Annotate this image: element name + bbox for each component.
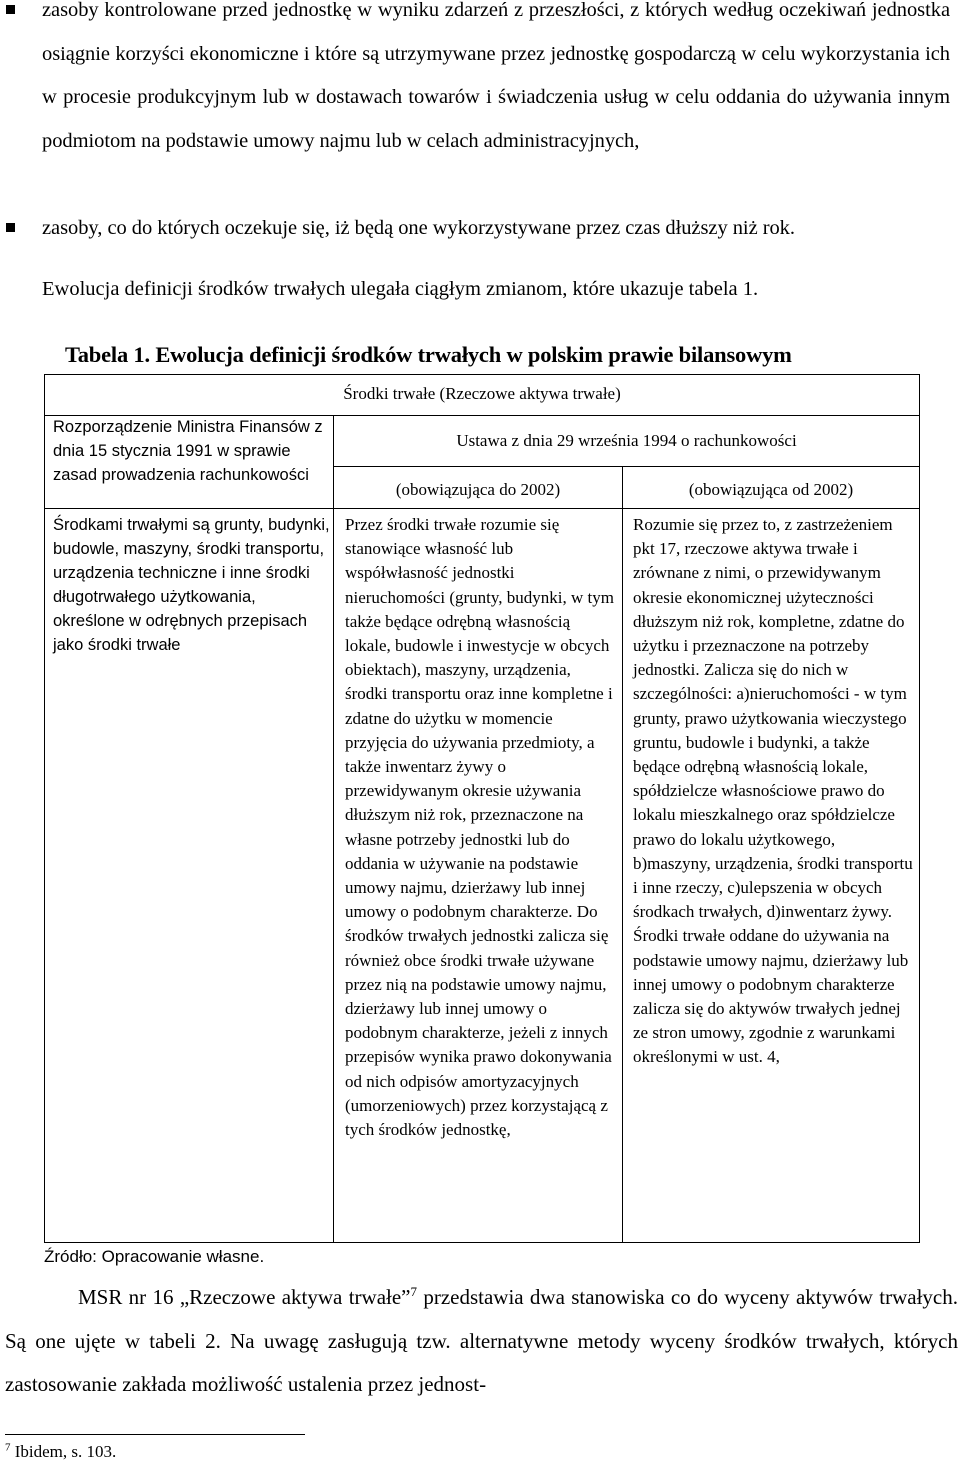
footnote-reference[interactable]: 7 [410, 1284, 417, 1299]
footnote [5, 1440, 116, 1464]
table-rule [333, 415, 334, 1243]
col1-header: Rozporządzenie Ministra Finansów z dnia 15 stycznia 1991 w sprawie zasad prowadzenia rachunkowości [53, 418, 323, 484]
table-border [919, 374, 920, 1243]
table-caption: Tabela 1. Ewolucja definicji środków trwałych w polskim prawie bilansowym [65, 342, 792, 367]
table-rule [622, 466, 623, 1243]
table-rule [44, 508, 920, 509]
body-paragraph [5, 1276, 958, 1407]
col1-body: Środkami trwałymi są grunty, budynki, budowle, maszyny, środki transportu, urządzenia techniczne i inne środki długotrwałego użytkowania, określone w odrębnych przepisach jako środki trwałe [53, 516, 330, 654]
table-border [44, 374, 45, 1243]
col2-header: (obowiązująca do 2002) [395, 480, 561, 499]
intro-paragraph: Ewolucja definicji środków trwałych ulegała ciągłym zmianom, które ukazuje tabela 1. [42, 278, 759, 300]
bullet-item [42, 0, 950, 163]
body-text-part1: MSR nr 16 „Rzeczowe aktywa trwałe” [78, 1285, 411, 1309]
table-rule [333, 466, 920, 467]
col3-body: Rozumie się przez to, z zastrzeżeniem pkt 17, rzeczowe aktywa trwałe i zrównane z nimi, o przewidywanym okresie ekonomicznej użyteczności dłuższym niż rok, kompletne, zdatne do użytku i przeznaczone na potrzeby jednostki. Zalicza się do nich w szczególności: a)nieruchomości - w tym grunty, prawo użytkowania wieczystego gruntu, budowle i budynki, a także będące odrębną własnością lokale, spółdzielcze własnościowe prawo do lokalu mieszkalnego oraz spółdzielcze prawo do lokalu użytkowego, b)maszyny, urządzenia, środki transportu i inne rzeczy, c)ulepszenia w obcych środkach trwałych, d)inwentarz żywy. Środki trwałe oddane do używania na podstawie umowy najmu, dzierżawy lub innej umowy o podobnym charakterze zalicza się do aktywów trwałych jednej ze stron umowy, zgodnie z warunkami określonymi w ust. 4, [633, 515, 913, 1067]
bullet-square-icon [6, 223, 15, 232]
table-source-note: Źródło: Opracowanie własne. [44, 1247, 265, 1266]
bullet-item [42, 207, 950, 251]
col2-body: Przez środki trwałe rozumie się stanowiące własność lub współwłasność jednostki nieruchomości (grunty, budynki, w tym także będące odrębną własnością lokale, budowle i inwestycje w obcych obiektach), maszyny, urządzenia, środki transportu oraz inne kompletne i zdatne do użytku w momencie przyjęcia do używania przedmioty, a także inwentarz żywy o przewidywanym okresie używania dłuższym niż rok, przeznaczone na własne potrzeby jednostki lub do oddania w używanie na podstawie umowy najmu, dzierżawy lub innej umowy o podobnym charakterze. Do środków trwałych jednostki zalicza się również obce środki trwałe używane przez nią na podstawie umowy najmu, dzierżawy lub innej umowy o podobnym charakterze, jeżeli z innych przepisów wynika prawo dokonywania od nich odpisów amortyzacyjnych (umorzeniowych) przez korzystającą z tych środków jednostkę, [345, 515, 614, 1140]
ustawa-header: Ustawa z dnia 29 września 1994 o rachunkowości [456, 431, 797, 450]
table-border [44, 1242, 920, 1243]
bullet-text: zasoby, co do których oczekuje się, iż będą one wykorzystywane przez czas dłuższy niż rok. [42, 217, 795, 239]
footnote-number: 7 [5, 1441, 11, 1454]
definitions-table [44, 374, 920, 1243]
bullet-square-icon [6, 5, 15, 14]
footnote-separator [5, 1434, 305, 1435]
col3-header: (obowiązująca od 2002) [688, 480, 854, 499]
table-border [44, 374, 920, 375]
table-header-top: Środki trwałe (Rzeczowe aktywa trwałe) [343, 384, 621, 403]
bullet-text: zasoby kontrolowane przed jednostkę w wyniku zdarzeń z przeszłości, z których według oczekiwań jednostka osiągnie korzyści ekonomiczne i które są utrzymywane przez jednostkę gospodarczą w celu wykorzystania ich w procesie produkcyjnym lub w dostawach towarów i świadczenia usług w celu oddania do używania innym podmiotom na podstawie umowy najmu lub w celach administracyjnych, [42, 0, 950, 152]
footnote-text: Ibidem, s. 103. [10, 1442, 117, 1461]
body-text-part2: przedstawia dwa stanowiska co do wyceny aktywów trwałych. Są one ujęte w tabeli 2. Na uwagę zasługują tzw. alternatywne metody wyceny środków trwałych, których zastosowanie zakłada możliwość ustalenia przez jednost- [5, 1285, 958, 1396]
